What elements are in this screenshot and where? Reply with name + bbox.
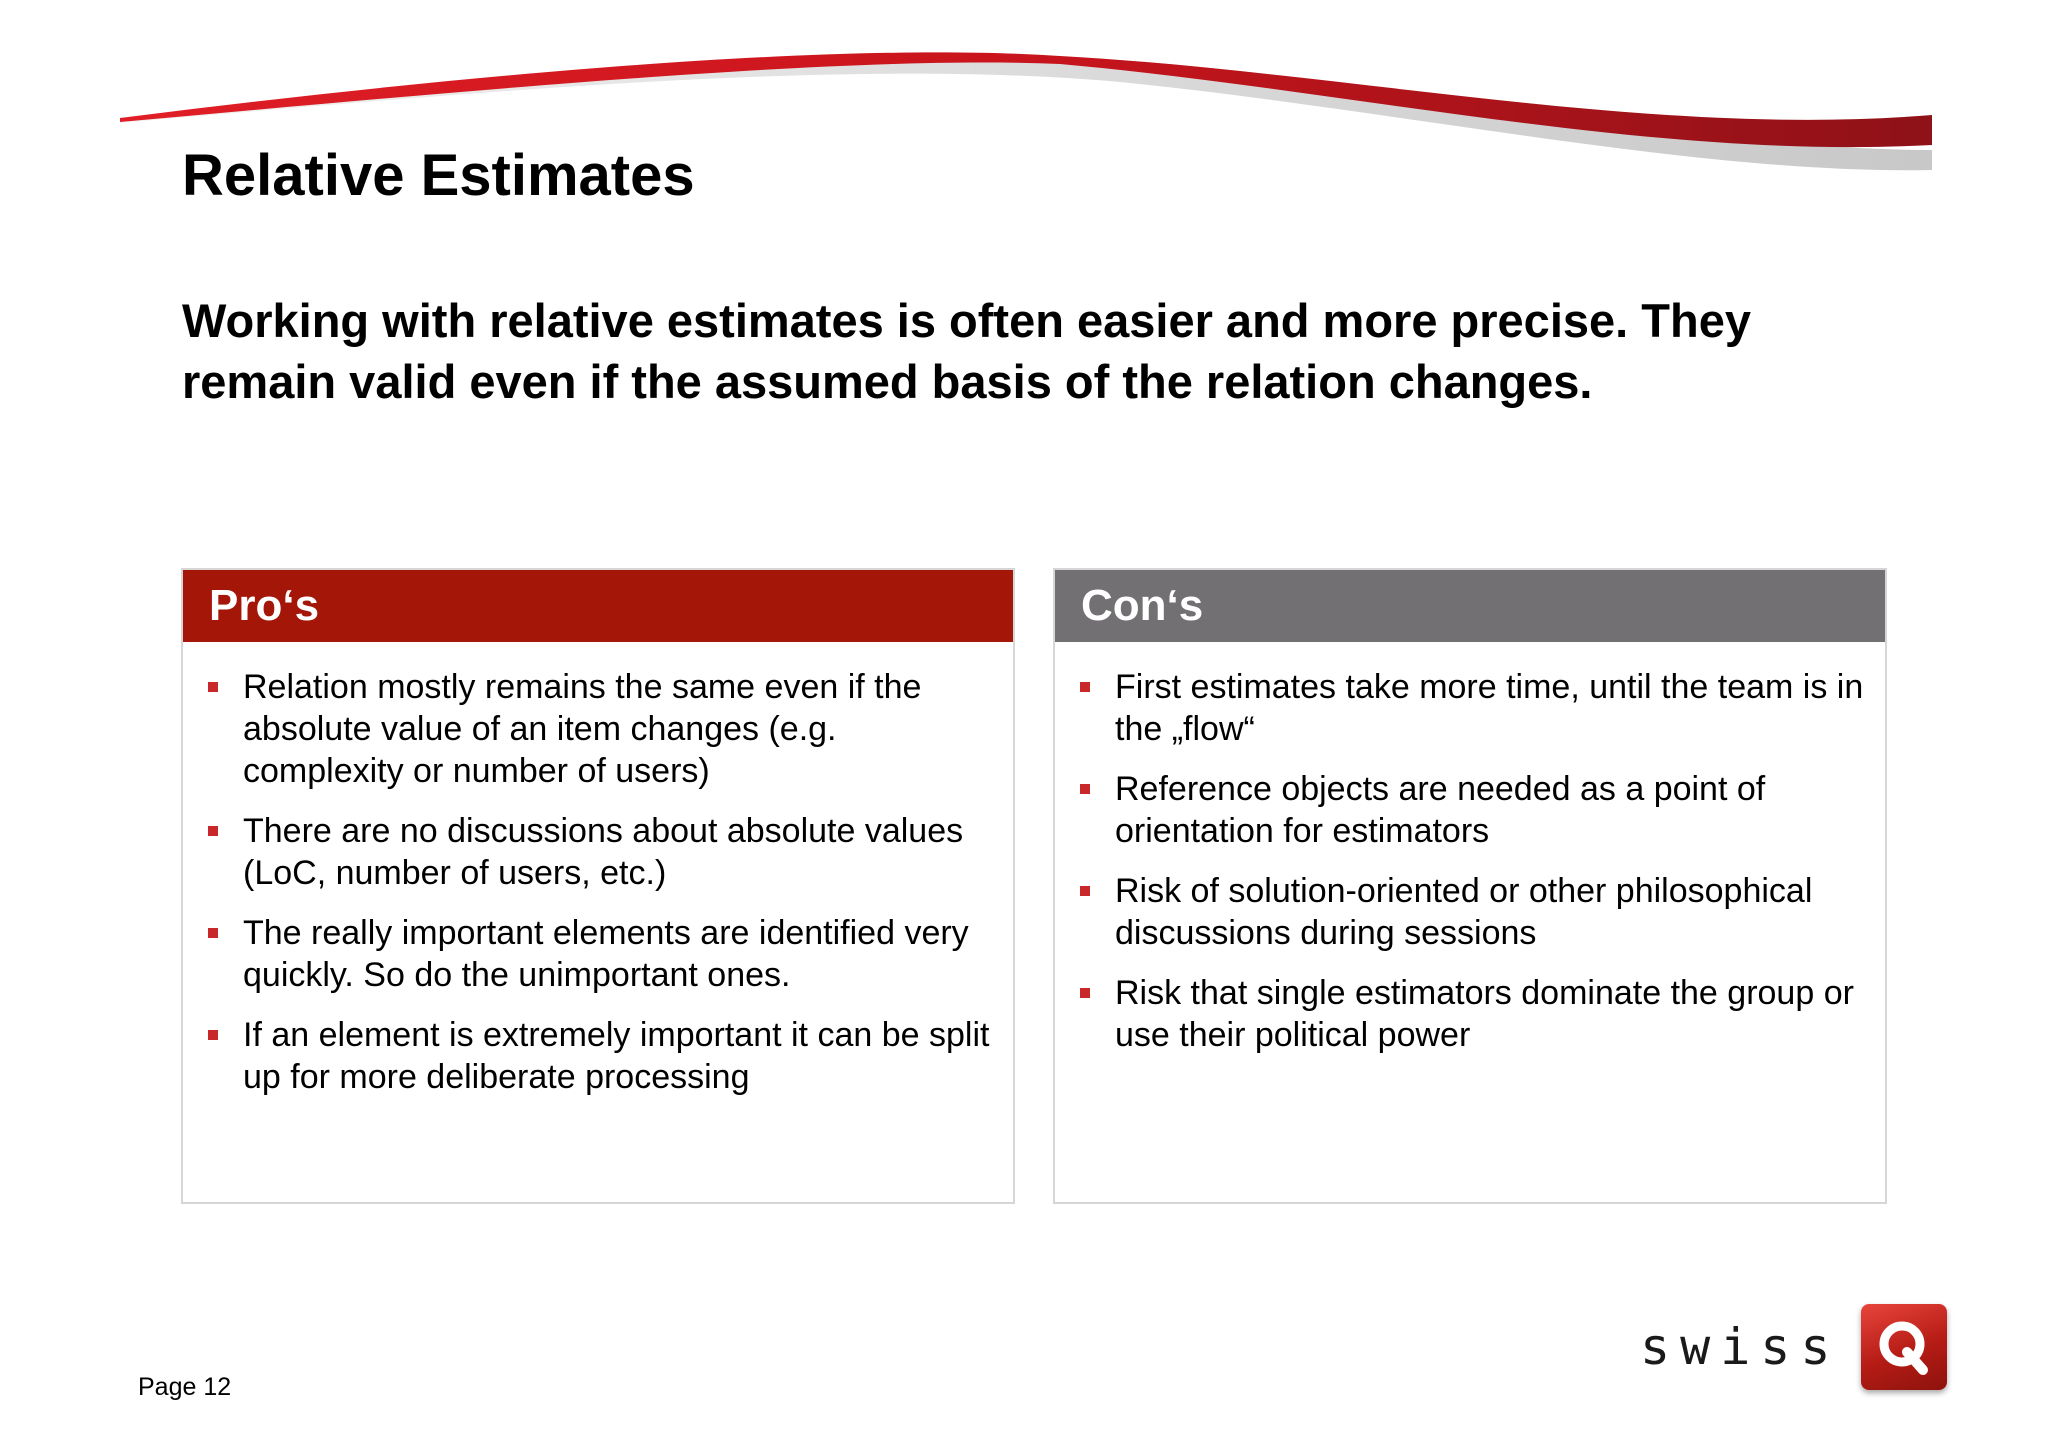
bullet-icon [1080,886,1090,896]
pros-heading: Pro‘s [209,581,320,630]
slide-title: Relative Estimates [182,143,695,208]
pros-item [243,810,1003,894]
cons-item-text: Reference objects are needed as a point of orientation for estimators [1115,770,1766,850]
bullet-icon [208,682,218,692]
bullet-icon [1080,988,1090,998]
bullet-icon [208,1030,218,1040]
bullet-icon [208,826,218,836]
cons-list [1055,642,1885,1056]
cons-item-text: Risk of solution-oriented or other philosophical discussions during sessions [1115,872,1813,952]
bullet-icon [1080,682,1090,692]
pros-item [243,1014,1003,1098]
cons-header [1055,570,1885,642]
pros-list [183,642,1013,1098]
pros-item-text: There are no discussions about absolute values (LoC, number of users, etc.) [243,812,964,892]
cons-item-text: Risk that single estimators dominate the group or use their political power [1115,974,1854,1054]
pros-item [243,666,1003,792]
pros-item [243,912,1003,996]
bullet-icon [208,928,218,938]
cons-item [1115,666,1875,750]
slide-lead-text: Working with relative estimates is often easier and more precise. They remain valid even if the assumed basis of the relation changes. [182,294,1751,408]
logo-q-icon [1861,1304,1947,1390]
pros-item-text: Relation mostly remains the same even if the absolute value of an item changes (e.g. complexity or number of users) [243,668,922,790]
page-number: Page 12 [138,1373,232,1401]
cons-item-text: First estimates take more time, until the team is in the „flow“ [1115,668,1864,748]
pros-header [183,570,1013,642]
swissq-logo [1640,1300,1947,1394]
pros-item-text: If an element is extremely important it can be split up for more deliberate processing [243,1016,990,1096]
pros-panel [181,568,1015,1204]
q-glyph-icon [1873,1316,1935,1378]
bullet-icon [1080,784,1090,794]
logo-wordmark: swiss [1640,1318,1841,1376]
pros-item-text: The really important elements are identified very quickly. So do the unimportant ones. [243,914,969,994]
cons-item [1115,870,1875,954]
cons-heading: Con‘s [1081,581,1204,630]
cons-item [1115,768,1875,852]
cons-item [1115,972,1875,1056]
cons-panel [1053,568,1887,1204]
